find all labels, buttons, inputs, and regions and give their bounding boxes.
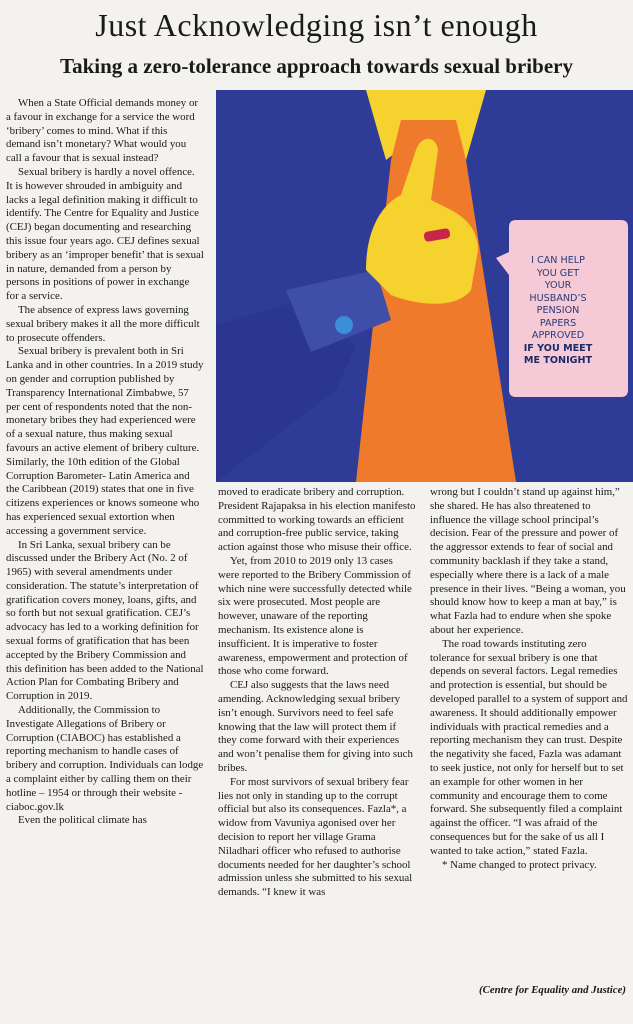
article-column-1 [6,97,204,828]
bubble-line: YOU GET [536,267,580,279]
bubble-line-bold: IF YOU MEET [523,342,593,354]
paragraph: * Name changed to protect privacy. [442,858,597,871]
bubble-line: PAPERS [539,317,577,329]
paragraph: The absence of express laws governing sexual bribery makes it all the more difficult to prosecute offenders. [6,303,200,344]
paragraph: CEJ also suggests that the laws need amending. Acknowledging sexual bribery isn’t enough. Survivors need to feel safe knowing that the law will protect them if they come forward with their experiences and won’t penalise them for giving into such bribes. [218,679,413,774]
bubble-line: I CAN HELP [531,255,585,266]
paragraph: Additionally, the Commission to Investigate Allegations of Bribery or Corruption (CIABOC) has established a reporting mechanism to handle cases of bribery and corruption. Individuals can lodge a complaint either by calling them on their hotline – 1954 or through their website - ciaboc.gov.lk [6,704,204,813]
paragraph: Sexual bribery is prevalent both in Sri Lanka and in other countries. In a 2019 study on gender and corruption published by Transparency International Zimbabwe, 57 per cent of respondents noted that the non-monetary bribes they had experienced were of a sexual nature, thus making sexual favours an active element of bribery culture. Similarly, the 10th edition of the Global Corruption Barometer- Latin America and the Caribbean (2019) states that one in five citizens experiences or knows someone who has experienced sexual extortion when accessing a government service. [6,345,204,537]
bubble-line-bold: ME TONIGHT [523,355,593,366]
paragraph: Even the political climate has [18,814,147,827]
paragraph: For most survivors of sexual bribery fear lies not only in standing up to the corrupt official but also its consequences. Fazla*, a widow from Vavuniya agonised over her decision to report her village Grama Niladhari officer who refused to authorise documents needed for her daughter’s school admission unless she submitted to his sexual demands. “I knew it was [218,775,413,899]
bubble-line: APPROVED [531,330,585,341]
headline: Just Acknowledging isn’t enough [95,7,538,43]
paragraph: moved to eradicate bribery and corruption. President Rajapaksa in his election manifesto committed to working towards an efficient and corruption-free public service, taking action against those who misuse their office. [218,486,416,554]
subheadline: Taking a zero-tolerance approach towards sexual bribery [60,54,573,78]
credit-line: (Centre for Equality and Justice) [479,984,626,996]
paragraph: In Sri Lanka, sexual bribery can be discussed under the Bribery Act (No. 2 of 1965) with several amendments under consideration. The statute’s interpretation of gratification covers money, loans, gifts, and so forth but not sexual gratification. CEJ’s advocacy has led to a working definition for sexual forms of gratification that has been accepted by the Bribery Commission and this definition has been added to the National Action Plan for Combating Bribery and Corruption in 2019. [6,538,204,703]
paragraph: Yet, from 2010 to 2019 only 13 cases were reported to the Bribery Commission of which nine were successfully detected while six were prosecuted. Most people are however, unaware of the reporting mechanism. Its existence alone is insufficient. It is imperative to foster awareness, empowerment and protection of those who come forward. [218,554,412,678]
bubble-line: PENSION [536,305,580,316]
cuff-button-icon [335,316,353,334]
paragraph: When a State Official demands money or a favour in exchange for a service the word ‘bribery’ comes to mind. What if this demand isn’t monetary? What would you call a favour that is sexual instead? [6,97,199,165]
paragraph: wrong but I couldn’t stand up against him,” she shared. He has also threatened to influence the village school principal’s decision. Fear of the pressure and power of the aggressor extends to fear of social and community backlash if they take a stand, especially where there is a lack of a male presence in their lives. “Being a woman, you should know how to keep a man at bay,” is what Fazla had to endure when she spoke about her experience. [430,486,626,636]
speech-bubble-text [510,255,606,368]
paragraph: The road towards instituting zero tolerance for sexual bribery is one that depends on several factors. Legal remedies and protection is essential, but should be developed parallel to a system of support and awareness. It should additionally empower individuals with practical remedies and a reporting mechanism they can trust. Despite the negativity she faced, Fazla was adamant to seek justice, not only for herself but to set an example for other women in her community and encourage them to come forward. She subsequently filed a complaint against the officer. “I was afraid of the consequences but for the sake of us all I wanted to take action,” stated Fazla. [430,637,628,857]
paragraph: Sexual bribery is hardly a novel offence. It is however shrouded in ambiguity and lacks a legal definition making it difficult to identify. The Centre for Equality and Justice (CEJ) began documenting and researching this issue four years ago. CEJ defines sexual bribery as an ‘improper benefit’ that is sexual in nature, demanded from a person by persons in positions of power in exchange for a service. [6,165,204,303]
article-column-2 [218,486,416,900]
bubble-line: YOUR [544,280,572,291]
bubble-line: HUSBAND’S [529,292,587,304]
article-column-3 [430,486,628,872]
